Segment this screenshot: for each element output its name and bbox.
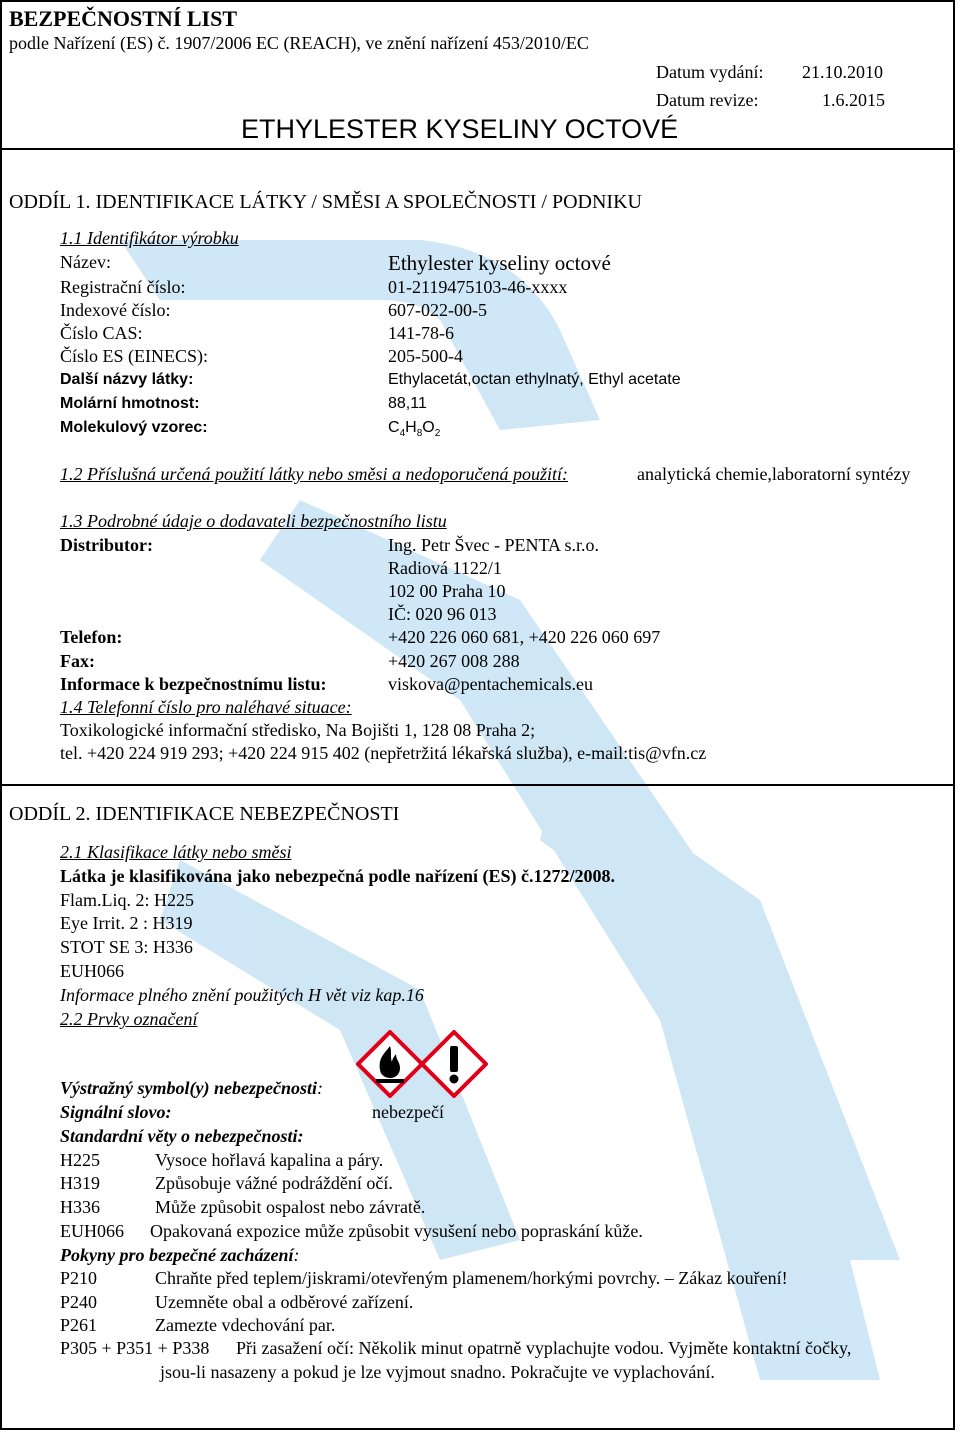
cas-label: Číslo CAS: [60,323,143,343]
issue-date-value: 21.10.2010 [802,62,883,82]
emergency-line: tel. +420 224 919 293; +420 224 915 402 (nepřetržitá lékařská služba), e-mail:tis@vfn.cz [60,743,707,763]
product-name: ETHYLESTER KYSELINY OCTOVÉ [241,114,679,144]
cas-value: 141-78-6 [388,323,454,343]
issue-date-label: Datum vydání: [656,62,764,82]
molar-mass-value: 88,11 [388,395,427,412]
distributor-label: Distributor: [60,535,153,555]
formula-label: Molekulový vzorec: [60,419,208,436]
symbols-label: Výstražný symbol(y) nebezpečnosti: [60,1078,323,1098]
classification-statement: Látka je klasifikována jako nebezpečná podle nařízení (ES) č.1272/2008. [60,866,616,886]
p-code: P305 + P351 + P338 [60,1338,210,1358]
h-text: Způsobuje vážné podráždění očí. [155,1173,393,1193]
name-label: Název: [60,252,111,272]
h-text: Může způsobit ospalost nebo závratě. [155,1197,426,1217]
fax-label: Fax: [60,651,95,671]
regulation-text: podle Nařízení (ES) č. 1907/2006 EC (REACH), ve znění nařízení 453/2010/EC [9,33,589,53]
revision-date-label: Datum revize: [656,90,759,110]
phone-value: +420 226 060 681, +420 226 060 697 [388,627,661,647]
emergency-line: Toxikologické informační středisko, Na Bojišti 1, 128 08 Praha 2; [60,720,536,740]
sub-1-3-heading: 1.3 Podrobné údaje o dodavateli bezpečnostního listu [60,511,447,531]
section2-heading: ODDÍL 2. IDENTIFIKACE NEBEZPEČNOSTI [9,803,400,825]
h-code: H319 [60,1173,100,1193]
p-text: Chraňte před teplem/jiskrami/otevřeným plamenem/horkými povrchy. – Zákaz kouření! [155,1268,788,1288]
signal-word-label: Signální slovo: [60,1102,172,1122]
distributor-line: IČ: 020 96 013 [388,604,497,624]
p-text: Uzemněte obal a odběrové zařízení. [155,1292,414,1312]
revision-date-value: 1.6.2015 [822,90,885,110]
h-code: H336 [60,1197,100,1217]
use-value: analytická chemie,laboratorní syntézy [637,464,911,484]
reg-number-value: 01-2119475103-46-xxxx [388,277,568,297]
section-divider [0,784,955,786]
h-statements-label: Standardní věty o nebezpečnosti: [60,1126,304,1146]
index-number-label: Indexové číslo: [60,300,171,320]
section1-heading: ODDÍL 1. IDENTIFIKACE LÁTKY / SMĚSI A SPOLEČNOSTI / PODNIKU [9,191,642,213]
sub-1-2-heading: 1.2 Příslušná určená použití látky nebo směsi a nedoporučená použití: [60,464,568,484]
name-value: Ethylester kyseliny octové [388,251,611,275]
es-value: 205-500-4 [388,346,463,366]
h-text: Opakovaná expozice může způsobit vysušení nebo popraskání kůže. [150,1221,643,1241]
p-code: P261 [60,1315,98,1335]
distributor-line: 102 00 Praha 10 [388,581,506,601]
distributor-line: Ing. Petr Švec - PENTA s.r.o. [388,535,600,555]
hazard-class: Flam.Liq. 2: H225 [60,890,194,910]
sub-1-4-heading: 1.4 Telefonní číslo pro naléhavé situace: [60,697,352,717]
info-email[interactable]: viskova@pentachemicals.eu [388,674,594,694]
document-title: BEZPEČNOSTNÍ LIST [9,6,238,31]
p-code: P240 [60,1292,98,1312]
p-continuation: jsou-li nasazeny a pokud je lze vyjmout snadno. Pokračujte ve vyplachování. [160,1362,715,1382]
h-text: Vysoce hořlavá kapalina a páry. [155,1150,384,1170]
info-label: Informace k bezpečnostnímu listu: [60,674,327,694]
index-number-value: 607-022-00-5 [388,300,487,320]
sub-2-1-heading: 2.1 Klasifikace látky nebo směsi [60,842,292,862]
flame-icon [356,1030,424,1098]
sub-2-2-heading: 2.2 Prvky označení [60,1009,198,1029]
p-code: P210 [60,1268,98,1288]
signal-word-value: nebezpečí [372,1102,444,1122]
molar-mass-label: Molární hmotnost: [60,395,200,412]
p-text: Zamezte vdechování par. [155,1315,336,1335]
exclamation-mark-icon [420,1030,488,1098]
other-names-value: Ethylacetát,octan ethylnatý, Ethyl acetate [388,371,681,388]
h-code: H225 [60,1150,100,1170]
h-code: EUH066 [60,1221,124,1241]
phone-label: Telefon: [60,627,123,647]
p-statements-label: Pokyny pro bezpečné zacházení: [60,1245,300,1265]
hazard-class: Eye Irrit. 2 : H319 [60,913,193,933]
p-text: Při zasažení očí: Několik minut opatrně vyplachujte vodou. Vyjměte kontaktní čočky, [236,1338,852,1358]
reg-number-label: Registrační číslo: [60,277,186,297]
es-label: Číslo ES (EINECS): [60,346,209,366]
fax-value: +420 267 008 288 [388,651,520,671]
molecular-formula: $C_4H_8O_2$ [388,419,441,440]
other-names-label: Další názvy látky: [60,371,194,388]
hazard-class: EUH066 [60,961,124,981]
sub-1-1-heading: 1.1 Identifikátor výrobku [60,228,239,248]
classification-note: Informace plného znění použitých H vět viz kap.16 [60,985,424,1005]
distributor-line: Radiová 1122/1 [388,558,502,578]
hazard-class: STOT SE 3: H336 [60,937,193,957]
